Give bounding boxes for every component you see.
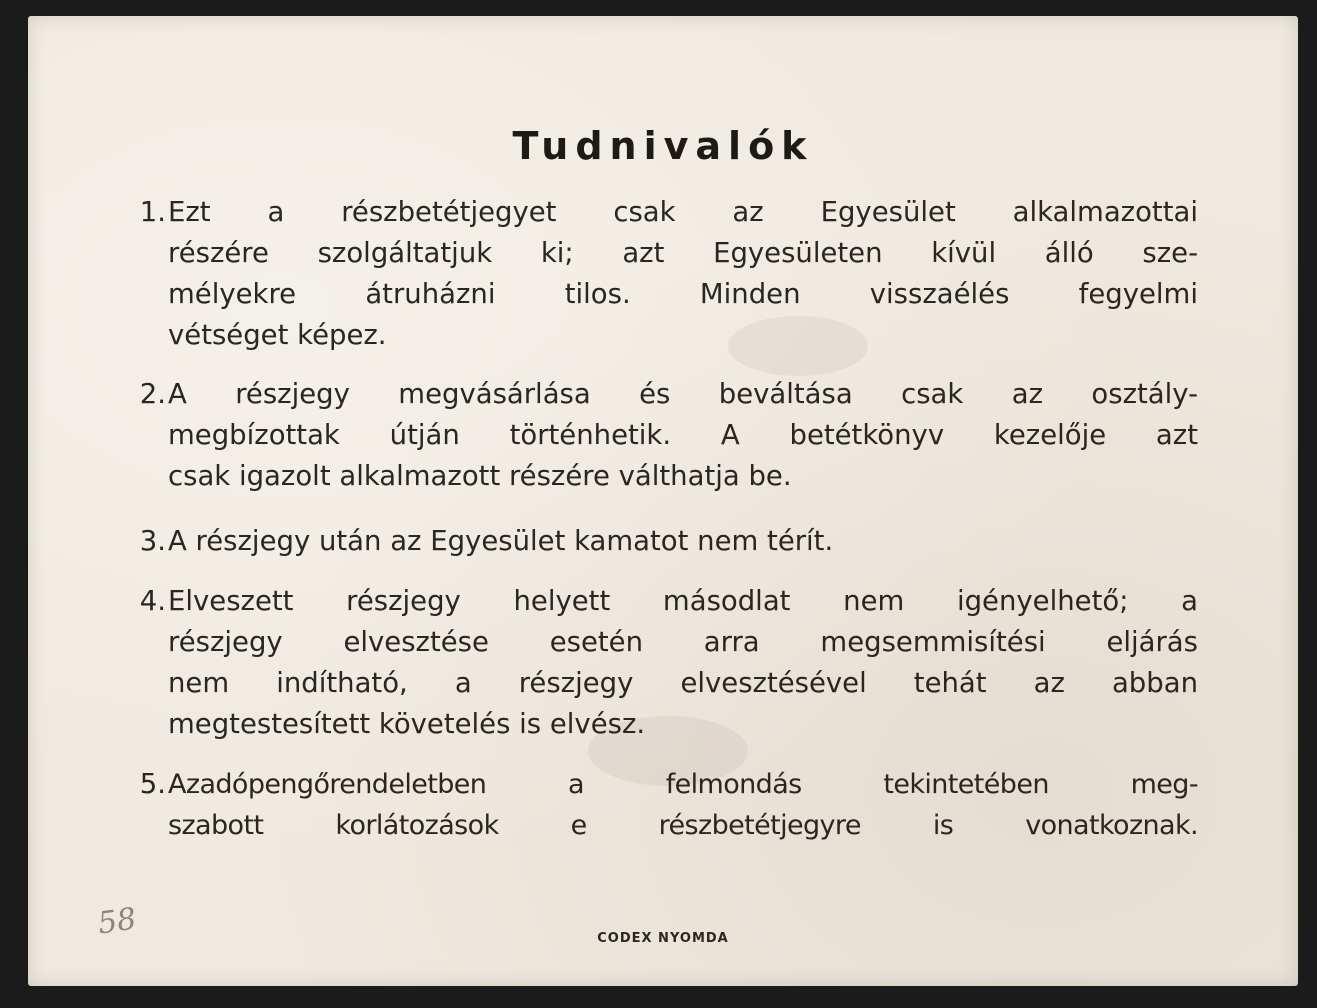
item-line: vétséget képez. xyxy=(168,319,387,351)
list-item-3 xyxy=(128,521,1198,562)
item-line: csak igazolt alkalmazott részére válthatja be. xyxy=(168,460,792,492)
item-number: 5. xyxy=(139,768,166,800)
item-line: Elveszett részjegy helyett másodlat nem igényelhető; a xyxy=(168,585,1198,617)
list-item-1 xyxy=(128,192,1198,356)
item-line: részjegy elvesztése esetén arra megsemmisítési eljárás xyxy=(168,626,1198,658)
printer-imprint: CODEX NYOMDA xyxy=(597,931,729,946)
list-item-4 xyxy=(128,581,1198,745)
item-line: A részjegy után az Egyesület kamatot nem térít. xyxy=(168,525,834,557)
item-line: mélyekre átruházni tilos. Minden visszaélés fegyelmi xyxy=(168,278,1198,310)
list-item-2 xyxy=(128,374,1198,497)
list-item-5 xyxy=(128,764,1198,846)
item-number: 2. xyxy=(139,378,166,410)
item-number: 3. xyxy=(139,525,166,557)
item-number: 1. xyxy=(139,196,166,228)
handwritten-note: 58 xyxy=(95,901,139,942)
item-line: részére szolgáltatjuk ki; azt Egyesületen kívül álló sze- xyxy=(168,237,1198,269)
item-line: szabott korlátozások e részbetétjegyre is vonatkoznak. xyxy=(168,810,1198,841)
item-number: 4. xyxy=(139,585,166,617)
item-line: megtestesített követelés is elvész. xyxy=(168,708,646,740)
item-line: nem indítható, a részjegy elvesztésével tehát az abban xyxy=(168,667,1198,699)
item-line: Azadópengőrendeletben a felmondás tekintetében meg- xyxy=(168,769,1198,800)
document-title: Tudnivalók xyxy=(512,124,814,168)
document-card xyxy=(28,16,1298,986)
item-line: A részjegy megvásárlása és beváltása csak az osztály- xyxy=(168,378,1198,410)
item-line: Ezt a részbetétjegyet csak az Egyesület alkalmazottai xyxy=(168,196,1198,228)
item-line: megbízottak útján történhetik. A betétkönyv kezelője azt xyxy=(168,419,1198,451)
